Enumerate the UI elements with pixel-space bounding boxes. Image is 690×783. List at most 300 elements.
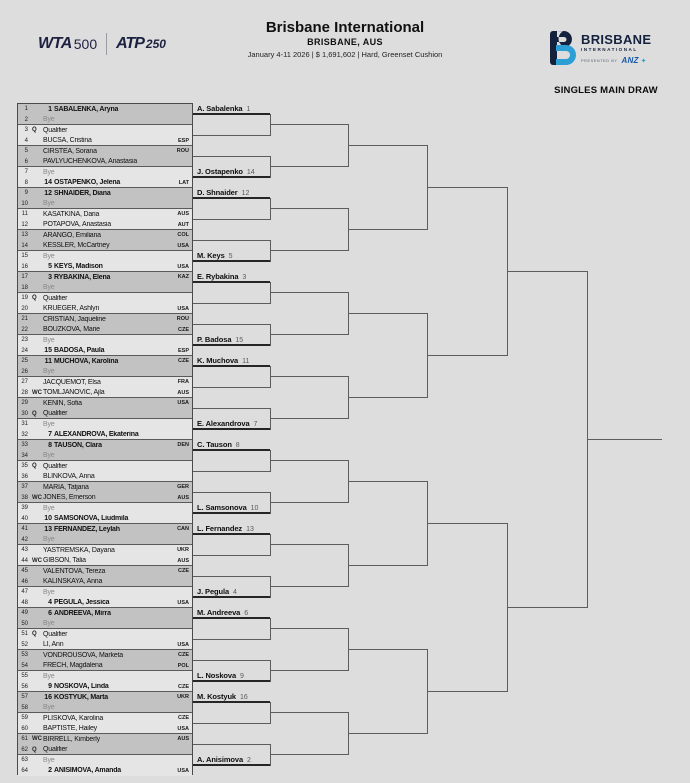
player-name: SHNAIDER, Diana [54, 189, 111, 197]
draw-slot [18, 283, 192, 294]
slot-number: 50 [21, 620, 28, 627]
draw-slot [18, 167, 192, 178]
draw-slot [18, 104, 192, 115]
winner-seed: 16 [240, 693, 248, 701]
slot-number: 22 [21, 326, 28, 333]
player-name: VALENTOVA, Tereza [43, 567, 106, 575]
winner-name: C. Tauson [197, 439, 232, 449]
slot-number: 14 [21, 242, 28, 249]
seed-number: 16 [44, 693, 52, 701]
country-code: USA [177, 242, 189, 249]
round2-winner-line [270, 586, 348, 587]
draw-slot [18, 367, 192, 378]
round16-winner-line [348, 313, 427, 314]
country-code: ESP [177, 347, 189, 354]
slot-number: 23 [21, 337, 28, 344]
draw-slot [18, 482, 192, 493]
round1-winner-label [197, 355, 249, 365]
slot-number: 53 [21, 652, 28, 659]
winner-name: A. Anisimova [197, 754, 244, 764]
winner-seed: 4 [233, 588, 237, 596]
draw-slot [18, 304, 192, 315]
winner-line [193, 701, 270, 703]
draw-slot [18, 755, 192, 766]
player-name: FERNANDEZ, Leylah [54, 525, 120, 533]
round1-winner-label [197, 103, 250, 113]
slot-number: 51 [21, 631, 28, 638]
seed-number: 9 [48, 683, 52, 691]
slot-number: 32 [21, 431, 28, 438]
round1-winner-label [197, 166, 255, 176]
slot-number: 4 [24, 137, 28, 144]
first-round-match [18, 104, 192, 125]
winner-line [193, 617, 270, 619]
round1-winner-label [197, 502, 258, 512]
seed-number: 6 [48, 609, 52, 617]
slot-number: 13 [21, 232, 28, 239]
bye-label: Bye [43, 284, 55, 292]
slot-number: 45 [21, 568, 28, 575]
player-name: LI, Ann [43, 641, 64, 649]
brisbane-logo-name: BRISBANE [581, 32, 652, 47]
brisbane-b-icon [549, 31, 576, 65]
winner-name: M. Kostyuk [197, 691, 237, 701]
draw-slot [18, 766, 192, 777]
slot-number: 1 [24, 106, 28, 113]
draw-slot [18, 650, 192, 661]
country-code: UKR [177, 694, 189, 701]
country-code: UKR [177, 547, 189, 554]
winner-seed: 13 [246, 525, 254, 533]
country-code: POL [177, 662, 189, 669]
country-code: USA [177, 725, 189, 732]
round16-winner-line [348, 565, 427, 566]
draw-slot [18, 220, 192, 231]
seed-number: 12 [44, 189, 52, 197]
bye-label: Bye [43, 200, 55, 208]
country-code: DEN [177, 442, 189, 449]
country-code: CAN [177, 526, 189, 533]
first-round-match [18, 377, 192, 398]
slot-number: 25 [21, 358, 28, 365]
round1-winner-label [197, 250, 233, 260]
winner-seed: 5 [228, 252, 233, 260]
seed-number: 7 [48, 431, 52, 439]
draw-slot [18, 251, 192, 262]
round1-winner-label [197, 187, 249, 197]
seed-number: 3 [48, 273, 52, 281]
bye-label: Bye [43, 252, 55, 260]
player-name: Qualifier [43, 746, 68, 754]
bye-label: Bye [43, 168, 55, 176]
anz-logo: ANZ [621, 56, 639, 65]
country-code: COL [177, 232, 189, 239]
slot-number: 44 [21, 557, 28, 564]
winner-name: E. Alexandrova [197, 418, 250, 428]
player-name: ANDREEVA, Mirra [54, 609, 111, 617]
player-name: KASATKINA, Daria [43, 210, 100, 218]
round2-winner-line [270, 166, 348, 167]
winner-line [193, 408, 270, 409]
draw-slot [18, 556, 192, 567]
winner-seed: 8 [235, 441, 240, 449]
country-code: USA [177, 599, 189, 606]
country-code: ROU [176, 148, 189, 155]
slot-number: 48 [21, 599, 28, 606]
round2-winner-line [270, 208, 348, 209]
round2-winner-line [270, 376, 348, 377]
winner-line [193, 281, 270, 283]
slot-number: 21 [21, 316, 28, 323]
bye-label: Bye [43, 704, 55, 712]
first-round-match [18, 230, 192, 251]
player-name: BADOSA, Paula [54, 347, 105, 355]
anz-lotus-icon: ✦ [640, 57, 647, 65]
draw-slot [18, 703, 192, 714]
winner-line [193, 156, 270, 157]
round1-winner-label [197, 271, 246, 281]
draw-slot [18, 619, 192, 630]
seed-number: 13 [44, 525, 52, 533]
winner-line [193, 639, 270, 640]
entrants-table [17, 103, 193, 775]
draw-slot [18, 293, 192, 304]
bye-label: Bye [43, 536, 55, 544]
winner-name: K. Muchova [197, 355, 239, 365]
winner-seed: 9 [240, 672, 244, 680]
country-code: CZE [178, 326, 189, 333]
quarterfinal-winner-line [427, 355, 507, 356]
slot-number: 42 [21, 536, 28, 543]
country-code: AUS [177, 211, 189, 218]
draw-slot [18, 724, 192, 735]
round1-winner-label [197, 754, 251, 764]
slot-number: 54 [21, 662, 28, 669]
slot-number: 5 [24, 148, 28, 155]
round1-winner-label [197, 334, 243, 344]
winner-line [193, 680, 270, 682]
draw-slot [18, 241, 192, 252]
winner-line [193, 240, 270, 241]
winner-line [193, 260, 270, 262]
draw-slot [18, 566, 192, 577]
winner-seed: 3 [242, 273, 247, 281]
seed-number: 14 [44, 179, 52, 187]
entry-type-label: Q [32, 631, 37, 638]
slot-number: 55 [21, 673, 28, 680]
player-name: VONDROUSOVA, Marketa [43, 651, 123, 659]
draw-slot [18, 734, 192, 745]
bye-label: Bye [43, 116, 55, 124]
slot-number: 57 [21, 694, 28, 701]
first-round-match [18, 251, 192, 272]
first-round-match [18, 440, 192, 461]
player-name: SABALENKA, Aryna [54, 105, 119, 113]
first-round-match [18, 734, 192, 755]
round2-winner-line [270, 544, 348, 545]
round2-winner-line [270, 292, 348, 293]
round16-winner-line [348, 733, 427, 734]
semifinal-winner-line [507, 607, 587, 608]
draw-slot [18, 209, 192, 220]
round2-winner-line [270, 670, 348, 671]
country-code: CZE [178, 652, 189, 659]
first-round-match [18, 398, 192, 419]
first-round-match [18, 545, 192, 566]
country-code: ROU [176, 316, 189, 323]
draw-slot [18, 346, 192, 357]
player-name: NOSKOVA, Linda [54, 683, 109, 691]
player-name: BUCSA, Cristina [43, 137, 92, 145]
country-code: AUS [177, 557, 189, 564]
winner-line [193, 387, 270, 388]
seed-number: 11 [44, 357, 52, 365]
slot-number: 30 [21, 410, 28, 417]
slot-number: 15 [21, 253, 28, 260]
first-round-match [18, 608, 192, 629]
draw-slot [18, 115, 192, 126]
player-name: Qualifier [43, 410, 68, 418]
draw-slot [18, 661, 192, 672]
first-round-match [18, 461, 192, 482]
seed-number: 1 [48, 105, 52, 113]
winner-line [193, 428, 270, 430]
winner-name: M. Keys [197, 250, 225, 260]
seed-number: 2 [48, 767, 52, 775]
bye-label: Bye [43, 672, 55, 680]
slot-number: 41 [21, 526, 28, 533]
brisbane-logo-sub: INTERNATIONAL [581, 47, 638, 52]
entry-type-label: Q [32, 463, 37, 470]
player-name: KALINSKAYA, Anna [43, 578, 103, 586]
tournament-details: January 4-11 2026 | $ 1,691,602 | Hard, Greenset Cushion [247, 50, 443, 59]
slot-number: 27 [21, 379, 28, 386]
draw-slot [18, 325, 192, 336]
slot-number: 6 [24, 158, 28, 165]
seed-number: 15 [44, 347, 52, 355]
round16-winner-line [348, 397, 427, 398]
winner-seed: 12 [241, 189, 250, 197]
draw-slot [18, 713, 192, 724]
slot-number: 26 [21, 368, 28, 375]
round1-winner-label [197, 691, 248, 701]
slot-number: 11 [21, 211, 28, 218]
player-name: KOSTYUK, Marta [54, 693, 108, 701]
slot-number: 63 [21, 757, 28, 764]
entry-type-label: WC [32, 557, 42, 564]
player-name: RYBAKINA, Elena [54, 273, 111, 281]
bye-label: Bye [43, 336, 55, 344]
slot-number: 59 [21, 715, 28, 722]
winner-line [193, 596, 270, 598]
tournament-location: BRISBANE, AUS [307, 37, 383, 47]
player-name: BIRRELL, Kimberly [43, 735, 100, 743]
draw-slot [18, 440, 192, 451]
round16-winner-line [348, 145, 427, 146]
player-name: Qualifier [43, 294, 68, 302]
draw-slot [18, 398, 192, 409]
first-round-match [18, 419, 192, 440]
winner-name: P. Badosa [197, 334, 232, 344]
country-code: LAT [178, 179, 189, 186]
winner-name: E. Rybakina [197, 271, 239, 281]
quarterfinal-winner-line [427, 691, 507, 692]
country-code: CZE [178, 683, 189, 690]
entry-type-label: Q [32, 295, 37, 302]
slot-number: 10 [21, 200, 28, 207]
bye-label: Bye [43, 620, 55, 628]
draw-slot [18, 545, 192, 556]
draw-title: SINGLES MAIN DRAW [554, 85, 658, 96]
draw-slot [18, 136, 192, 147]
first-round-match [18, 650, 192, 671]
first-round-match [18, 314, 192, 335]
draw-slot [18, 230, 192, 241]
slot-number: 3 [24, 127, 28, 134]
winner-line [193, 176, 270, 178]
country-code: USA [177, 641, 189, 648]
first-round-match [18, 272, 192, 293]
winner-line [193, 197, 270, 199]
winner-name: J. Ostapenko [197, 166, 243, 176]
round2-winner-line [270, 712, 348, 713]
slot-number: 16 [21, 263, 28, 270]
slot-number: 52 [21, 641, 28, 648]
winner-line [193, 365, 270, 367]
player-name: PAVLYUCHENKOVA, Anastasia [43, 158, 138, 166]
draw-slot [18, 587, 192, 598]
round2-winner-line [270, 754, 348, 755]
player-name: CIRSTEA, Sorana [43, 147, 97, 155]
country-code: USA [177, 305, 189, 312]
atp-tier-label: 250 [145, 37, 166, 51]
draw-slot [18, 493, 192, 504]
winner-seed: 10 [250, 504, 259, 512]
winner-line [193, 449, 270, 451]
country-code: CZE [178, 358, 189, 365]
winner-seed: 14 [246, 168, 255, 176]
player-name: ANISIMOVA, Amanda [54, 767, 121, 775]
country-code: CZE [178, 568, 189, 575]
draw-slot [18, 199, 192, 210]
round16-winner-line [348, 481, 427, 482]
slot-number: 47 [21, 589, 28, 596]
draw-slot [18, 472, 192, 483]
atp-logo: ATP [116, 35, 144, 52]
player-name: KRUEGER, Ashlyn [43, 305, 100, 313]
first-round-match [18, 692, 192, 713]
quarterfinal-winner-line [427, 187, 507, 188]
draw-slot [18, 157, 192, 168]
first-round-match [18, 146, 192, 167]
country-code: CZE [178, 715, 189, 722]
round1-winner-label [197, 418, 257, 428]
winner-name: D. Shnaider [197, 187, 238, 197]
slot-number: 24 [21, 347, 28, 354]
player-name: KEYS, Madison [54, 263, 103, 271]
first-round-match [18, 293, 192, 314]
draw-slot [18, 451, 192, 462]
country-code: AUS [177, 736, 189, 743]
entry-type-label: WC [32, 389, 42, 396]
first-round-match [18, 713, 192, 734]
first-round-match [18, 587, 192, 608]
draw-slot [18, 262, 192, 273]
slot-number: 20 [21, 305, 28, 312]
round1-winner-label [197, 523, 254, 533]
slot-number: 31 [21, 421, 28, 428]
player-name: KENIN, Sofia [43, 399, 82, 407]
slot-number: 62 [21, 746, 28, 753]
first-round-match [18, 482, 192, 503]
first-round-match [18, 209, 192, 230]
first-round-match [18, 755, 192, 776]
winner-line [193, 764, 270, 766]
seed-number: 10 [44, 515, 52, 523]
winner-line [193, 744, 270, 745]
wta-tier-label: 500 [73, 36, 98, 52]
quarterfinal-winner-line [427, 523, 507, 524]
winner-name: J. Pegula [197, 586, 230, 596]
player-name: Qualifier [43, 462, 68, 470]
player-name: PEGULA, Jessica [54, 599, 110, 607]
bye-label: Bye [43, 368, 55, 376]
first-round-match [18, 503, 192, 524]
slot-number: 35 [21, 463, 28, 470]
draw-slot [18, 461, 192, 472]
slot-number: 29 [21, 400, 28, 407]
winner-seed: 1 [246, 105, 251, 113]
slot-number: 9 [24, 190, 28, 197]
first-round-match [18, 524, 192, 545]
slot-number: 40 [21, 515, 28, 522]
slot-number: 58 [21, 704, 28, 711]
draw-slot [18, 356, 192, 367]
winner-seed: 6 [244, 609, 249, 617]
player-name: POTAPOVA, Anastasia [43, 221, 111, 229]
draw-slot [18, 608, 192, 619]
slot-number: 28 [21, 389, 28, 396]
winner-line [193, 113, 270, 115]
first-round-match [18, 167, 192, 188]
winner-line [193, 344, 270, 346]
slot-number: 19 [21, 295, 28, 302]
entry-type-label: Q [32, 746, 37, 753]
player-name: TOMLJANOVIC, Ajla [43, 389, 105, 397]
draw-slot [18, 577, 192, 588]
country-code: FRA [177, 379, 189, 386]
first-round-match [18, 335, 192, 356]
winner-name: A. Sabalenka [197, 103, 243, 113]
draw-slot [18, 314, 192, 325]
bye-label: Bye [43, 420, 55, 428]
player-name: Qualifier [43, 630, 68, 638]
slot-number: 38 [21, 494, 28, 501]
entry-type-label: Q [32, 410, 37, 417]
round1-winner-label [197, 670, 244, 680]
draw-slot [18, 419, 192, 430]
round16-winner-line [348, 229, 427, 230]
slot-number: 7 [24, 169, 28, 176]
slot-number: 43 [21, 547, 28, 554]
draw-slot [18, 146, 192, 157]
slot-number: 46 [21, 578, 28, 585]
player-name: PLISKOVA, Karolina [43, 714, 104, 722]
player-name: MUCHOVA, Karolina [54, 357, 119, 365]
first-round-match [18, 671, 192, 692]
slot-number: 33 [21, 442, 28, 449]
slot-number: 61 [21, 736, 28, 743]
